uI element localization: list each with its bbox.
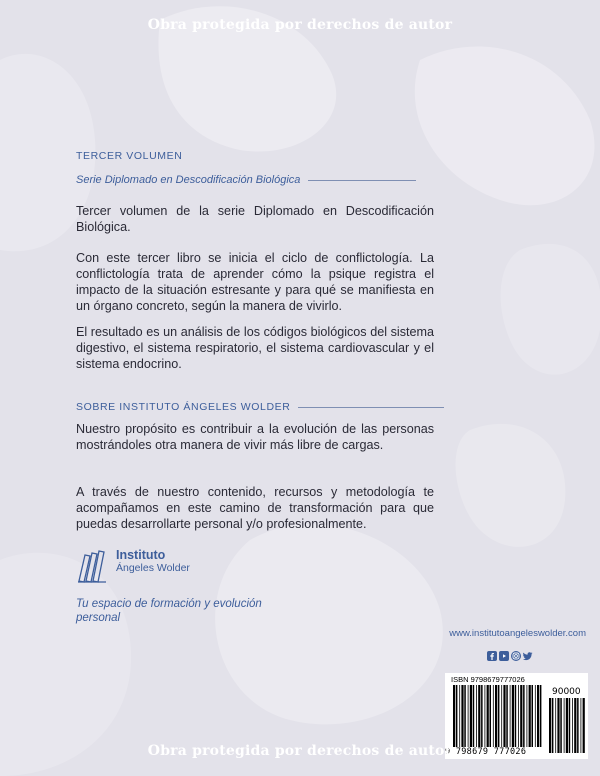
tagline: Tu espacio de formación y evolución personal <box>76 598 262 624</box>
section-title-about: SOBRE INSTITUTO ÁNGELES WOLDER <box>76 401 291 413</box>
about-row <box>76 401 444 413</box>
logo-name: Instituto <box>116 548 166 562</box>
divider-rule <box>298 407 444 408</box>
paragraph-volume-intro: Tercer volumen de la serie Diplomado en Descodificación Biológica. <box>76 204 434 234</box>
book-pages-logo-icon <box>76 549 112 585</box>
paragraph-result: El resultado es un análisis de los códigos biológicos del sistema digestivo, el sistema respiratorio, el sistema cardiovascular y el sistema endocrino. <box>76 325 434 371</box>
barcode-digits: 9 798679 777026 <box>445 747 527 757</box>
copyright-watermark-bottom: Obra protegida por derechos de autor <box>147 743 453 759</box>
section-title-volume: TERCER VOLUMEN <box>76 150 183 162</box>
paragraph-methodology: A través de nuestro contenido, recursos y metodología te acompañamos en este camino de transformación para que puedas desarrollarte personal y/o profesionalmente. <box>76 485 434 531</box>
paragraph-purpose: Nuestro propósito es contribuir a la evolución de las personas mostrándoles otra manera de vivir más libre de cargas. <box>76 422 434 452</box>
isbn-label: ISBN 9798679777026 <box>451 675 525 684</box>
series-label: Serie Diplomado en Descodificación Biológica <box>76 174 301 186</box>
paragraph-conflictology: Con este tercer libro se inicia el ciclo de conflictología. La conflictología trata de aprender cómo la psique registra el impacto de la situación estresante y para qué se manifiesta en un órgano concreto, según la manera de vivirlo. <box>76 251 434 313</box>
institute-logo <box>76 549 190 585</box>
copyright-watermark-top: Obra protegida por derechos de autor <box>147 17 453 33</box>
price-code: 90000 <box>552 687 581 697</box>
social-icons <box>487 651 533 661</box>
divider-rule <box>308 180 416 181</box>
twitter-icon[interactable] <box>523 651 533 661</box>
website-link[interactable]: www.institutoangeleswolder.com <box>449 628 586 639</box>
youtube-icon[interactable] <box>499 651 509 661</box>
facebook-icon[interactable] <box>487 651 497 661</box>
logo-subname: Ángeles Wolder <box>116 562 190 574</box>
instagram-icon[interactable] <box>511 651 521 661</box>
series-row <box>76 174 416 186</box>
